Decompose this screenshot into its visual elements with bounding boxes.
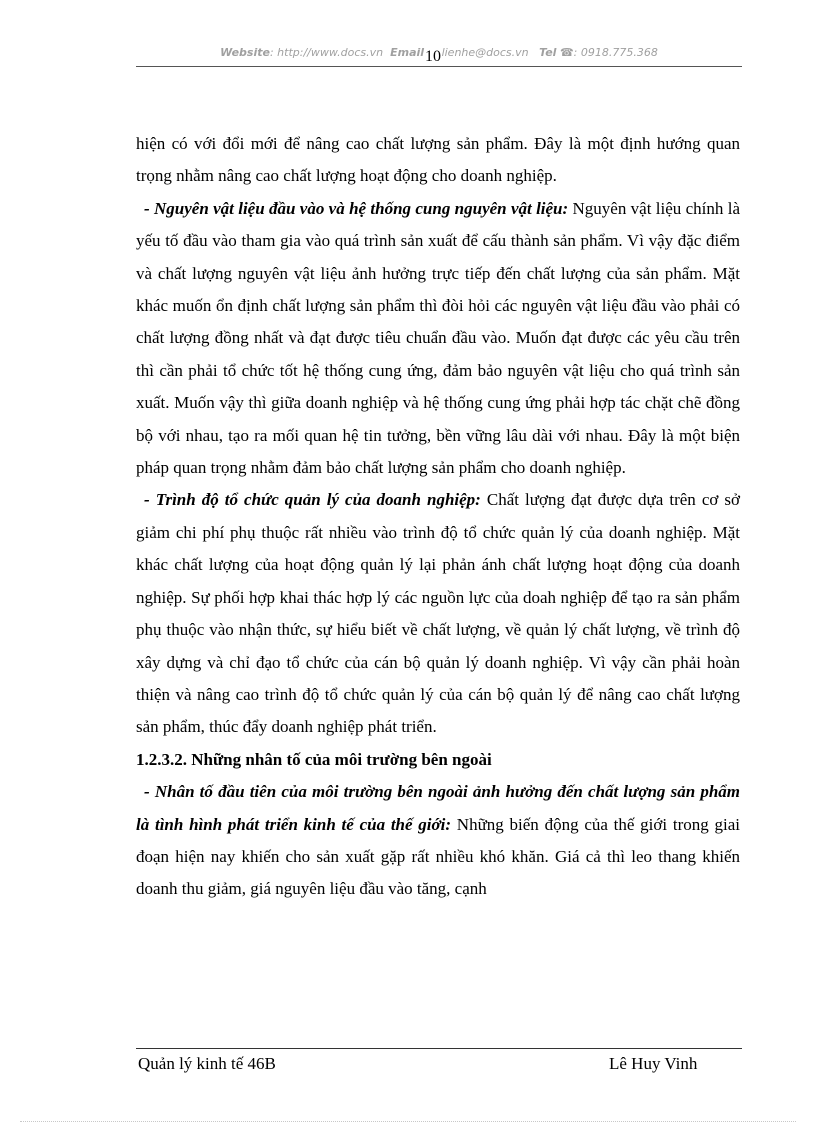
footer-course: Quản lý kinh tế 46B [138, 1054, 276, 1073]
paragraph-3-text: Chất lượng đạt được dựa trên cơ sở giảm chi phí phụ thuộc rất nhiều vào trình độ tổ chức quản lý của doanh nghiệp. Mặt khác chất lượng của hoạt động quản lý lại phản ánh chất lượng hoạt động của doanh nghiệp. Sự phối hợp khai thác hợp lý các nguồn lực của doah nghiệp để tạo ra sản phẩm phụ thuộc vào nhận thức, sự hiểu biết về chất lượng, về quản lý chất lượng, về trình độ xây dựng và chỉ đạo tổ chức của cán bộ quản lý doanh nghiệp. Vì vậy cần phải hoàn thiện và nâng cao trình độ tổ chức quản lý của cán bộ quản lý để nâng cao chất lượng sản phẩm, thúc đẩy doanh nghiệp phát triển. [136, 490, 740, 737]
email-value: lienhe@docs.vn [441, 46, 529, 59]
paragraph-3 [136, 484, 740, 743]
section-heading: 1.2.3.2. Những nhân tố của môi trường bên ngoài [136, 749, 492, 769]
website-label: Website [220, 46, 270, 59]
page-bottom-border [20, 1121, 796, 1122]
paragraph-4 [136, 776, 740, 906]
footer-author: Lê Huy Vinh [609, 1054, 698, 1073]
email-label: Email [390, 46, 425, 59]
phone-icon: ☎ [559, 46, 574, 59]
paragraph-3-heading: - Trình độ tổ chức quản lý của doanh nghiệp: [144, 490, 481, 510]
paragraph-1: hiện có với đổi mới để nâng cao chất lượng sản phẩm. Đây là một định hướng quan trọng nhằm nâng cao chất lượng hoạt động cho doanh nghiệp. [136, 134, 740, 186]
paragraph-2 [136, 193, 740, 485]
tel-value: : 0918.775.368 [573, 46, 658, 59]
paragraph-2-heading: - Nguyên vật liệu đầu vào và hệ thống cung nguyên vật liệu: [144, 198, 569, 218]
header-divider [136, 66, 742, 67]
document-body [136, 128, 740, 906]
website-value: : http://www.docs.vn [269, 46, 384, 59]
paragraph-4-text: Những biến động của thế giới trong giai đoạn hiện nay khiến cho sản xuất gặp rất nhiều khó khăn. Giá cả thì leo thang khiến doanh thu giảm, giá nguyên liệu đầu vào tăng, cạnh [136, 814, 740, 899]
paragraph-2-text: Nguyên vật liệu chính là yếu tố đầu vào tham gia vào quá trình sản xuất để cấu thành sản phẩm. Vì vậy đặc điểm và chất lượng nguyên vật liệu ảnh hưởng trực tiếp đến chất lượng của sản phẩm. Mặt khác muốn ổn định chất lượng sản phẩm thì đòi hỏi các nguyên vật liệu đầu vào phải có chất lượng đồng nhất và đạt được tiêu chuẩn đầu vào. Muốn đạt được các yêu cầu trên thì cần phải tổ chức tốt hệ thống cung ứng, đảm bảo nguyên vật liệu cho quá trình sản xuất. Muốn vậy thì giữa doanh nghiệp và hệ thống cung ứng phải hợp tác chặt chẽ đồng bộ với nhau, tạo ra mối quan hệ tin tưởng, bền vững lâu dài với nhau. Đây là một biện pháp quan trọng nhằm đảm bảo chất lượng sản phẩm cho doanh nghiệp. [136, 198, 740, 478]
paragraph-4-heading: - Nhân tố đầu tiên của môi trường bên ngoài ảnh hưởng đến chất lượng sản phẩm là tình hình phát triển kinh tế của thế giới: [136, 782, 740, 834]
footer-divider [136, 1048, 742, 1049]
tel-label: Tel [539, 46, 557, 59]
page-number: 10 [425, 48, 441, 65]
